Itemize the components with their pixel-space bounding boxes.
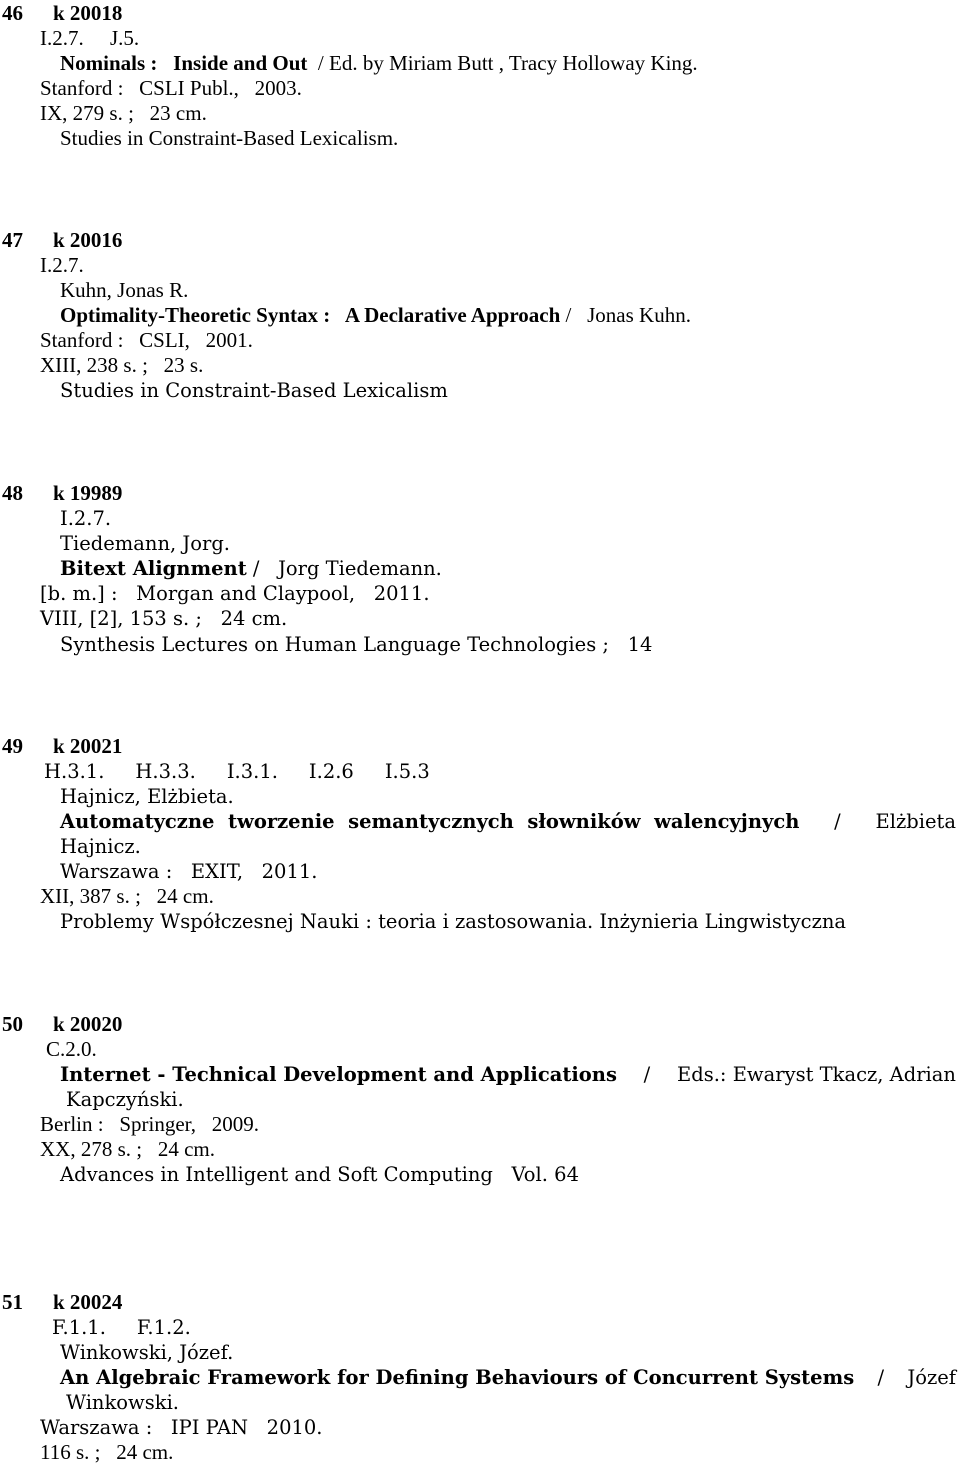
entry-responsibility: Elżbieta xyxy=(875,810,956,833)
entry-title-line xyxy=(60,1062,956,1087)
entry-class: I.2.7. xyxy=(60,507,112,530)
entry-publication: Warszawa : IPI PAN 2010. xyxy=(40,1416,323,1439)
entry-code: k 20024 xyxy=(53,1290,123,1314)
entry-responsibility: Józef xyxy=(907,1366,956,1389)
entry-series: Problemy Współczesnej Nauki : teoria i zastosowania. Inżynieria Lingwistyczna xyxy=(60,910,847,933)
entry-responsibility-slash: / xyxy=(877,1366,885,1389)
entry-extent: 116 s. ; 24 cm. xyxy=(40,1440,174,1464)
entry-title: Internet - Technical Development and Applications xyxy=(60,1063,617,1086)
entry-responsibility-cont: Hajnicz. xyxy=(60,835,141,858)
entry-number: 46 k 20018 xyxy=(2,1,123,25)
entry-publication: [b. m.] : Morgan and Claypool, 2011. xyxy=(40,582,430,605)
entry-extent: XIII, 238 s. ; 23 s. xyxy=(40,353,204,377)
entry-series: Studies in Constraint-Based Lexicalism. xyxy=(60,126,399,150)
entry-code: k 20021 xyxy=(53,734,123,758)
entry-responsibility-cont: Kapczyński. xyxy=(66,1088,184,1111)
entry-responsibility: / Ed. by Miriam Butt , Tracy Holloway King. xyxy=(307,51,698,75)
entry-author: Tiedemann, Jorg. xyxy=(60,532,230,555)
entry-title: Automatyczne tworzenie semantycznych słowników walencyjnych xyxy=(60,810,800,833)
entry-code: k 20018 xyxy=(53,1,123,25)
entry-publication: Berlin : Springer, 2009. xyxy=(40,1112,260,1136)
entry-responsibility: / Jonas Kuhn. xyxy=(560,303,691,327)
entry-title-line xyxy=(60,51,698,76)
entry-author: Kuhn, Jonas R. xyxy=(60,278,189,302)
entry-title-line xyxy=(60,303,691,328)
entry-code: k 20020 xyxy=(53,1012,123,1036)
entry-class: I.2.7. xyxy=(40,253,84,277)
entry-publication: Stanford : CSLI Publ., 2003. xyxy=(40,76,302,100)
entry-series: Studies in Constraint-Based Lexicalism xyxy=(60,379,448,402)
entry-responsibility: Eds.: Ewaryst Tkacz, Adrian xyxy=(677,1063,956,1086)
entry-author: Hajnicz, Elżbieta. xyxy=(60,785,234,808)
entry-title: Optimality-Theoretic Syntax : A Declarative Approach xyxy=(60,303,561,327)
entry-series: Advances in Intelligent and Soft Computing Vol. 64 xyxy=(60,1163,579,1186)
entry-title-line xyxy=(60,1365,956,1390)
entry-code: k 19989 xyxy=(53,481,123,505)
entry-title-line xyxy=(60,809,956,834)
entry-responsibility: / Jorg Tiedemann. xyxy=(246,557,442,580)
entry-class: C.2.0. xyxy=(46,1037,97,1061)
entry-extent: VIII, [2], 153 s. ; 24 cm. xyxy=(40,607,288,630)
entry-responsibility-slash: / xyxy=(834,810,841,833)
entry-publication: Stanford : CSLI, 2001. xyxy=(40,328,253,352)
entry-class: F.1.1. F.1.2. xyxy=(52,1316,191,1339)
entry-responsibility-cont: Winkowski. xyxy=(66,1391,180,1414)
entry-number: 51 k 20024 xyxy=(2,1290,123,1314)
entry-title: An Algebraic Framework for Defining Behaviours of Concurrent Systems xyxy=(60,1366,855,1389)
entry-number: 47 k 20016 xyxy=(2,228,123,252)
entry-code: k 20016 xyxy=(53,228,123,252)
entry-title: Bitext Alignment xyxy=(60,557,247,580)
entry-class: I.2.7. J.5. xyxy=(40,26,140,50)
entry-responsibility-slash: / xyxy=(643,1063,651,1086)
entry-number: 48 k 19989 xyxy=(2,481,123,505)
entry-extent: XII, 387 s. ; 24 cm. xyxy=(40,884,214,908)
entry-publication: Warszawa : EXIT, 2011. xyxy=(60,860,318,883)
entry-title-line xyxy=(60,556,442,581)
entry-author: Winkowski, Józef. xyxy=(60,1341,234,1364)
entry-series: Synthesis Lectures on Human Language Technologies ; 14 xyxy=(60,633,653,656)
entry-extent: IX, 279 s. ; 23 cm. xyxy=(40,101,207,125)
entry-number: 50 k 20020 xyxy=(2,1012,123,1036)
entry-class: H.3.1. H.3.3. I.3.1. I.2.6 I.5.3 xyxy=(44,760,430,783)
entry-number: 49 k 20021 xyxy=(2,734,123,758)
entry-extent: XX, 278 s. ; 24 cm. xyxy=(40,1137,215,1161)
entry-title: Nominals : Inside and Out xyxy=(60,51,308,75)
